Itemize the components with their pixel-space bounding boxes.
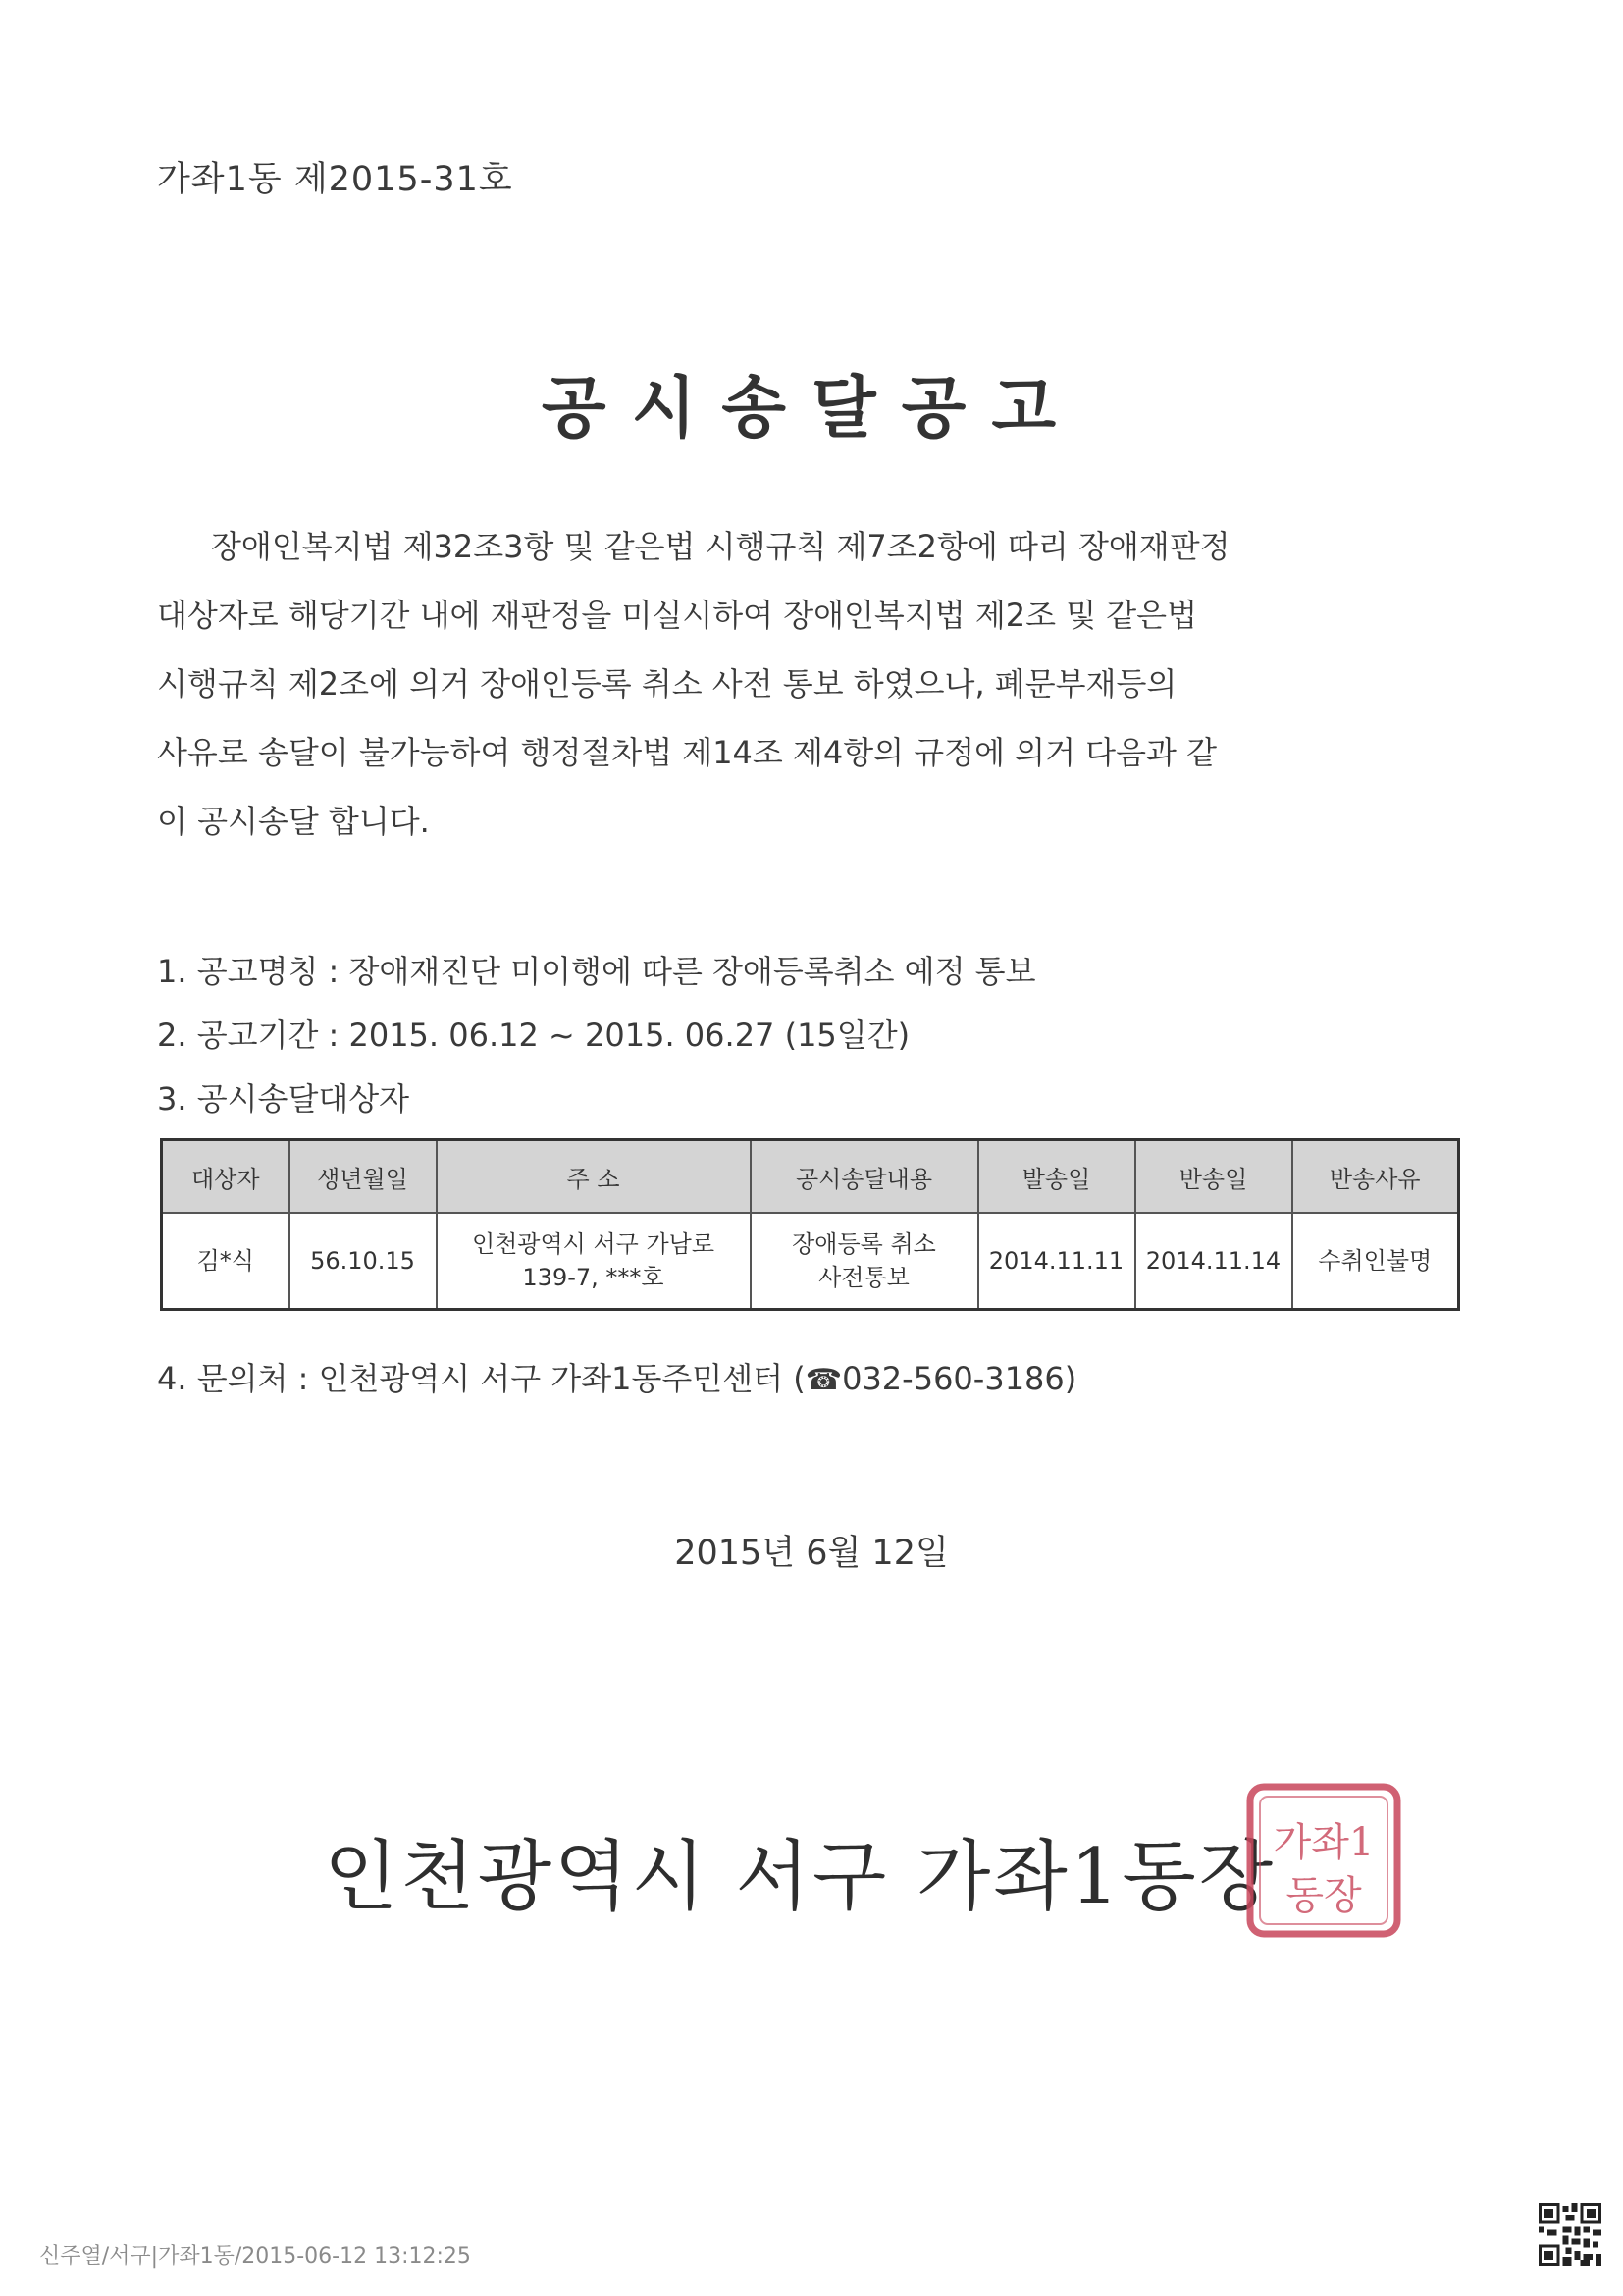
phone-icon: ☎: [805, 1363, 843, 1397]
svg-text:동장: 동장: [1285, 1873, 1362, 1918]
cell-address: [437, 1213, 751, 1310]
cell-content: [751, 1213, 978, 1310]
address-line-2: 139-7, ***호: [522, 1264, 664, 1291]
issuer-name: 인천광역시 서구 가좌1동장: [324, 1833, 1277, 1921]
footer-print-stamp: 신주열/서구|가좌1동/2015-06-12 13:12:25: [39, 2244, 471, 2269]
content-line-2: 사전통보: [818, 1264, 910, 1291]
header-return-reason: 반송사유: [1292, 1140, 1459, 1214]
cell-return-date: 2014.11.14: [1135, 1213, 1292, 1310]
header-content: 공시송달내용: [751, 1140, 978, 1214]
address-line-1: 인천광역시 서구 가남로: [471, 1230, 715, 1258]
official-seal: [1244, 1781, 1403, 1940]
header-sent-date: 발송일: [978, 1140, 1135, 1214]
svg-text:가좌1: 가좌1: [1273, 1820, 1375, 1865]
item-notice-name: 1. 공고명칭 : 장애재진단 미이행에 따른 장애등록취소 예정 통보: [157, 953, 1036, 990]
header-recipient: 대상자: [162, 1140, 289, 1214]
body-line-1: 장애인복지법 제32조3항 및 같은법 시행규칙 제7조2항에 따리 장애재판정: [211, 528, 1230, 565]
body-line-2: 대상자로 해당기간 내에 재판정을 미실시하여 장애인복지법 제2조 및 같은법: [157, 597, 1198, 634]
header-birthdate: 생년월일: [289, 1140, 437, 1214]
content-line-1: 장애등록 취소: [792, 1230, 936, 1258]
recipient-table: [160, 1138, 1460, 1311]
cell-birthdate: 56.10.15: [289, 1213, 437, 1310]
notice-title: 공시송달공고: [541, 370, 1082, 447]
table-header-row: [162, 1140, 1459, 1214]
cell-name: 김*식: [162, 1213, 289, 1310]
header-address: 주 소: [437, 1140, 751, 1214]
item-notice-period: 2. 공고기간 : 2015. 06.12 ~ 2015. 06.27 (15일간): [157, 1017, 911, 1054]
item-recipients: 3. 공시송달대상자: [157, 1080, 410, 1118]
contact-phone: 032-560-3186): [842, 1360, 1077, 1397]
body-line-3: 시행규칙 제2조에 의거 장애인등록 취소 사전 통보 하였으나, 폐문부재등의: [157, 665, 1178, 703]
issue-date: 2015년 6월 12일: [674, 1534, 949, 1573]
table-row: [162, 1213, 1459, 1310]
cell-sent-date: 2014.11.11: [978, 1213, 1135, 1310]
item-contact: [157, 1354, 1076, 1399]
document-number: 가좌1동 제2015-31호: [157, 160, 513, 199]
header-return-date: 반송일: [1135, 1140, 1292, 1214]
body-line-5: 이 공시송달 합니다.: [157, 803, 430, 840]
qr-code-icon: [1539, 2203, 1601, 2266]
contact-label: 4. 문의처 : 인천광역시 서구 가좌1동주민센터 (: [157, 1360, 806, 1397]
cell-return-reason: 수취인불명: [1292, 1213, 1459, 1310]
body-line-4: 사유로 송달이 불가능하여 행정절차법 제14조 제4항의 규정에 의거 다음과 같: [157, 734, 1217, 771]
